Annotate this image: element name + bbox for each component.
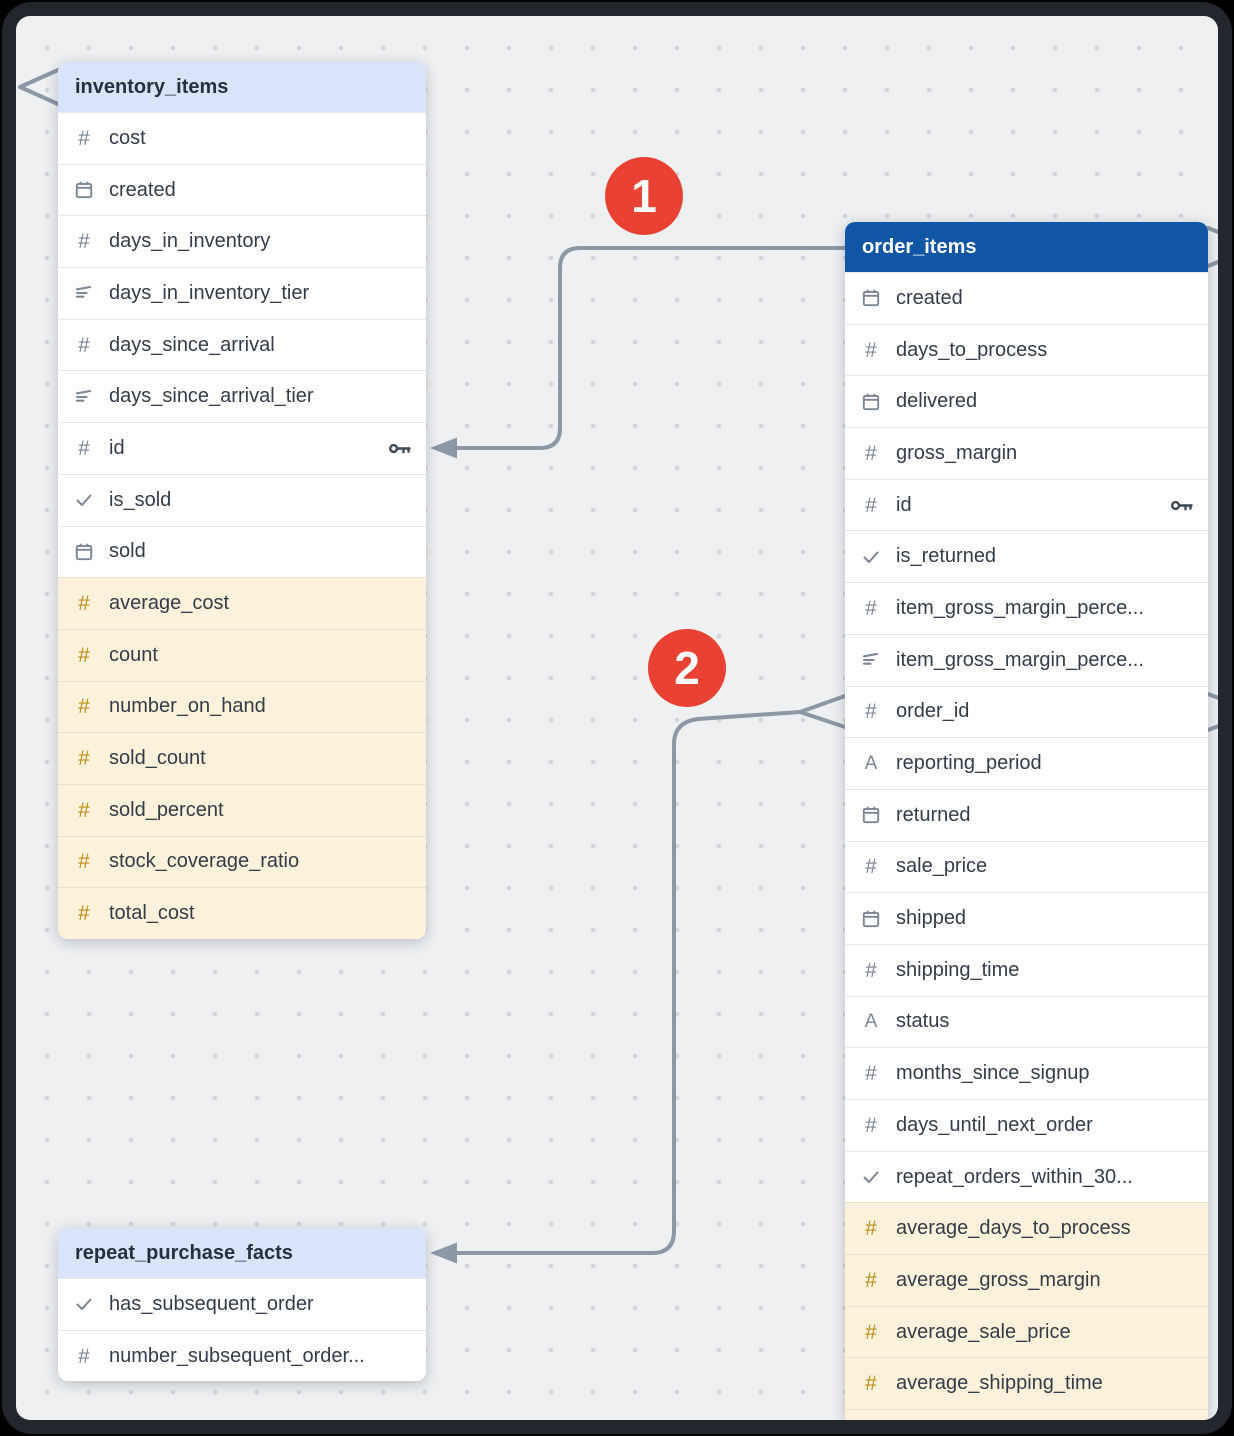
field-label: item_gross_margin_perce... xyxy=(896,596,1144,619)
field-row-delivered[interactable] xyxy=(845,375,1208,427)
join-badge-1: 1 xyxy=(605,157,683,235)
field-row-gross_margin[interactable] xyxy=(845,427,1208,479)
field-label: repeat_orders_within_30... xyxy=(896,1165,1133,1188)
field-label: stock_coverage_ratio xyxy=(109,850,300,873)
field-row-cost[interactable] xyxy=(58,112,426,164)
number-icon: # xyxy=(78,592,90,616)
string-icon: A xyxy=(864,1011,878,1033)
field-row-id[interactable] xyxy=(58,422,426,474)
field-label: days_since_arrival xyxy=(109,333,275,356)
diagram-canvas[interactable] xyxy=(16,16,1218,1420)
field-row-total_cost[interactable] xyxy=(58,887,426,939)
field-row-months_since_signup[interactable] xyxy=(845,1047,1208,1099)
field-row-clipped xyxy=(845,1409,1208,1420)
field-label: average_cost xyxy=(109,592,230,615)
number-icon: # xyxy=(78,126,90,150)
field-label: sold xyxy=(109,540,146,563)
tier-icon xyxy=(73,282,95,304)
calendar-icon xyxy=(860,391,882,413)
number-icon: # xyxy=(78,695,90,719)
field-label: is_returned xyxy=(896,545,997,568)
field-row-number_on_hand[interactable] xyxy=(58,681,426,733)
field-row-number_subsequent_order[interactable] xyxy=(58,1330,426,1382)
check-icon xyxy=(860,546,882,568)
field-row-days_until_next_order[interactable] xyxy=(845,1099,1208,1151)
number-icon: # xyxy=(865,441,877,465)
tier-icon xyxy=(73,386,95,408)
number-icon: # xyxy=(78,230,90,254)
table-repeat_purchase_facts[interactable] xyxy=(58,1228,426,1381)
field-row-average_gross_margin[interactable] xyxy=(845,1254,1208,1306)
inventory-left-crowfoot xyxy=(20,70,58,104)
check-icon xyxy=(860,1166,882,1188)
number-icon: # xyxy=(865,1113,877,1137)
field-row-days_in_inventory[interactable] xyxy=(58,215,426,267)
join-line-2[interactable] xyxy=(454,712,800,1253)
field-row-days_since_arrival_tier[interactable] xyxy=(58,370,426,422)
field-list xyxy=(58,112,426,939)
check-icon xyxy=(73,1293,95,1315)
field-row-days_to_process[interactable] xyxy=(845,324,1208,376)
table-header[interactable] xyxy=(58,1228,426,1278)
field-label: id xyxy=(896,493,912,516)
order-right-crowfoot-top xyxy=(1208,228,1218,266)
join-badge-2: 2 xyxy=(648,629,726,707)
number-icon: # xyxy=(78,798,90,822)
field-label: created xyxy=(896,286,963,309)
tier-icon xyxy=(860,649,882,671)
number-icon: # xyxy=(865,855,877,879)
field-label: returned xyxy=(896,803,971,826)
field-list xyxy=(58,1278,426,1381)
field-row-returned[interactable] xyxy=(845,789,1208,841)
field-label: number_on_hand xyxy=(109,695,266,718)
field-label: days_since_arrival_tier xyxy=(109,385,314,408)
number-icon: # xyxy=(865,1062,877,1086)
check-icon xyxy=(73,489,95,511)
field-label: days_to_process xyxy=(896,338,1048,361)
field-label: total_cost xyxy=(109,902,195,925)
field-row-count[interactable] xyxy=(58,629,426,681)
field-label: average_days_to_process xyxy=(896,1217,1131,1240)
number-icon: # xyxy=(865,493,877,517)
field-label: sale_price xyxy=(896,855,988,878)
calendar-icon xyxy=(860,287,882,309)
field-label: shipping_time xyxy=(896,958,1020,981)
number-icon: # xyxy=(865,700,877,724)
field-row-days_since_arrival[interactable] xyxy=(58,319,426,371)
field-label: gross_margin xyxy=(896,441,1018,464)
field-label: average_sale_price xyxy=(896,1320,1071,1343)
field-label: created xyxy=(109,178,176,201)
field-label: number_subsequent_order... xyxy=(109,1344,365,1367)
number-icon: # xyxy=(865,596,877,620)
field-row-shipped[interactable] xyxy=(845,892,1208,944)
field-label: status xyxy=(896,1010,950,1033)
table-inventory_items[interactable] xyxy=(58,62,426,939)
table-title: order_items xyxy=(862,235,977,258)
table-header[interactable] xyxy=(845,222,1208,272)
field-row-average_cost[interactable] xyxy=(58,577,426,629)
number-icon: # xyxy=(78,643,90,667)
number-icon: # xyxy=(78,902,90,926)
table-header[interactable] xyxy=(58,62,426,112)
field-label: item_gross_margin_perce... xyxy=(896,648,1144,671)
field-row-reporting_period[interactable] xyxy=(845,737,1208,789)
field-row-is_sold[interactable] xyxy=(58,474,426,526)
field-label: has_subsequent_order xyxy=(109,1292,314,1315)
field-label: id xyxy=(109,436,125,459)
join-2-arrowhead xyxy=(430,1243,457,1264)
table-order_items[interactable] xyxy=(845,222,1208,1420)
field-row-average_days_to_process[interactable] xyxy=(845,1202,1208,1254)
number-icon: # xyxy=(78,436,90,460)
table-title: inventory_items xyxy=(75,75,229,98)
field-row-item_gross_margin_perce[interactable] xyxy=(845,582,1208,634)
number-icon: # xyxy=(78,747,90,771)
field-label: is_sold xyxy=(109,488,172,511)
field-row-created[interactable] xyxy=(845,272,1208,324)
field-row-sold_count[interactable] xyxy=(58,732,426,784)
field-row-stock_coverage_ratio[interactable] xyxy=(58,836,426,888)
field-label: cost xyxy=(109,126,146,149)
field-row-sale_price[interactable] xyxy=(845,841,1208,893)
field-label: days_until_next_order xyxy=(896,1113,1093,1136)
number-icon: # xyxy=(78,333,90,357)
field-label: count xyxy=(109,643,158,666)
field-row-status[interactable] xyxy=(845,996,1208,1048)
field-row-average_sale_price[interactable] xyxy=(845,1306,1208,1358)
string-icon: A xyxy=(864,753,878,775)
field-row-sold_percent[interactable] xyxy=(58,784,426,836)
join-2-crowfoot xyxy=(800,696,845,727)
field-row-is_returned[interactable] xyxy=(845,530,1208,582)
number-icon: # xyxy=(865,1217,877,1241)
calendar-icon xyxy=(860,908,882,930)
field-row-average_shipping_time[interactable] xyxy=(845,1357,1208,1409)
key-icon xyxy=(1170,498,1194,513)
field-row-id[interactable] xyxy=(845,479,1208,531)
field-list xyxy=(845,272,1208,1420)
field-label: reporting_period xyxy=(896,752,1042,775)
field-label: delivered xyxy=(896,390,978,413)
field-label: days_in_inventory xyxy=(109,230,271,253)
field-row-repeat_orders_within_30[interactable] xyxy=(845,1151,1208,1203)
number-icon: # xyxy=(865,338,877,362)
calendar-icon xyxy=(73,541,95,563)
field-label: shipped xyxy=(896,907,967,930)
field-label: sold_percent xyxy=(109,798,224,821)
field-row-item_gross_margin_perce[interactable] xyxy=(845,634,1208,686)
number-icon: # xyxy=(865,1268,877,1292)
field-row-sold[interactable] xyxy=(58,526,426,578)
field-row-created[interactable] xyxy=(58,164,426,216)
field-label: days_in_inventory_tier xyxy=(109,281,310,304)
field-label: months_since_signup xyxy=(896,1062,1090,1085)
join-line-1[interactable] xyxy=(454,248,845,448)
number-icon: # xyxy=(865,1372,877,1396)
number-icon: # xyxy=(78,1344,90,1368)
number-icon: # xyxy=(865,958,877,982)
order-right-crowfoot-orderid xyxy=(1208,694,1218,730)
field-row-has_subsequent_order[interactable] xyxy=(58,1278,426,1330)
number-icon: # xyxy=(865,1320,877,1344)
field-row-order_id[interactable] xyxy=(845,686,1208,738)
field-row-shipping_time[interactable] xyxy=(845,944,1208,996)
field-label: average_gross_margin xyxy=(896,1268,1101,1291)
field-label: order_id xyxy=(896,700,970,723)
table-title: repeat_purchase_facts xyxy=(75,1241,293,1264)
number-icon: # xyxy=(78,850,90,874)
calendar-icon xyxy=(73,179,95,201)
join-1-arrowhead xyxy=(430,438,457,459)
field-row-days_in_inventory_tier[interactable] xyxy=(58,267,426,319)
field-label: sold_count xyxy=(109,747,206,770)
calendar-icon xyxy=(860,804,882,826)
key-icon xyxy=(388,441,412,456)
field-label: average_shipping_time xyxy=(896,1372,1103,1395)
